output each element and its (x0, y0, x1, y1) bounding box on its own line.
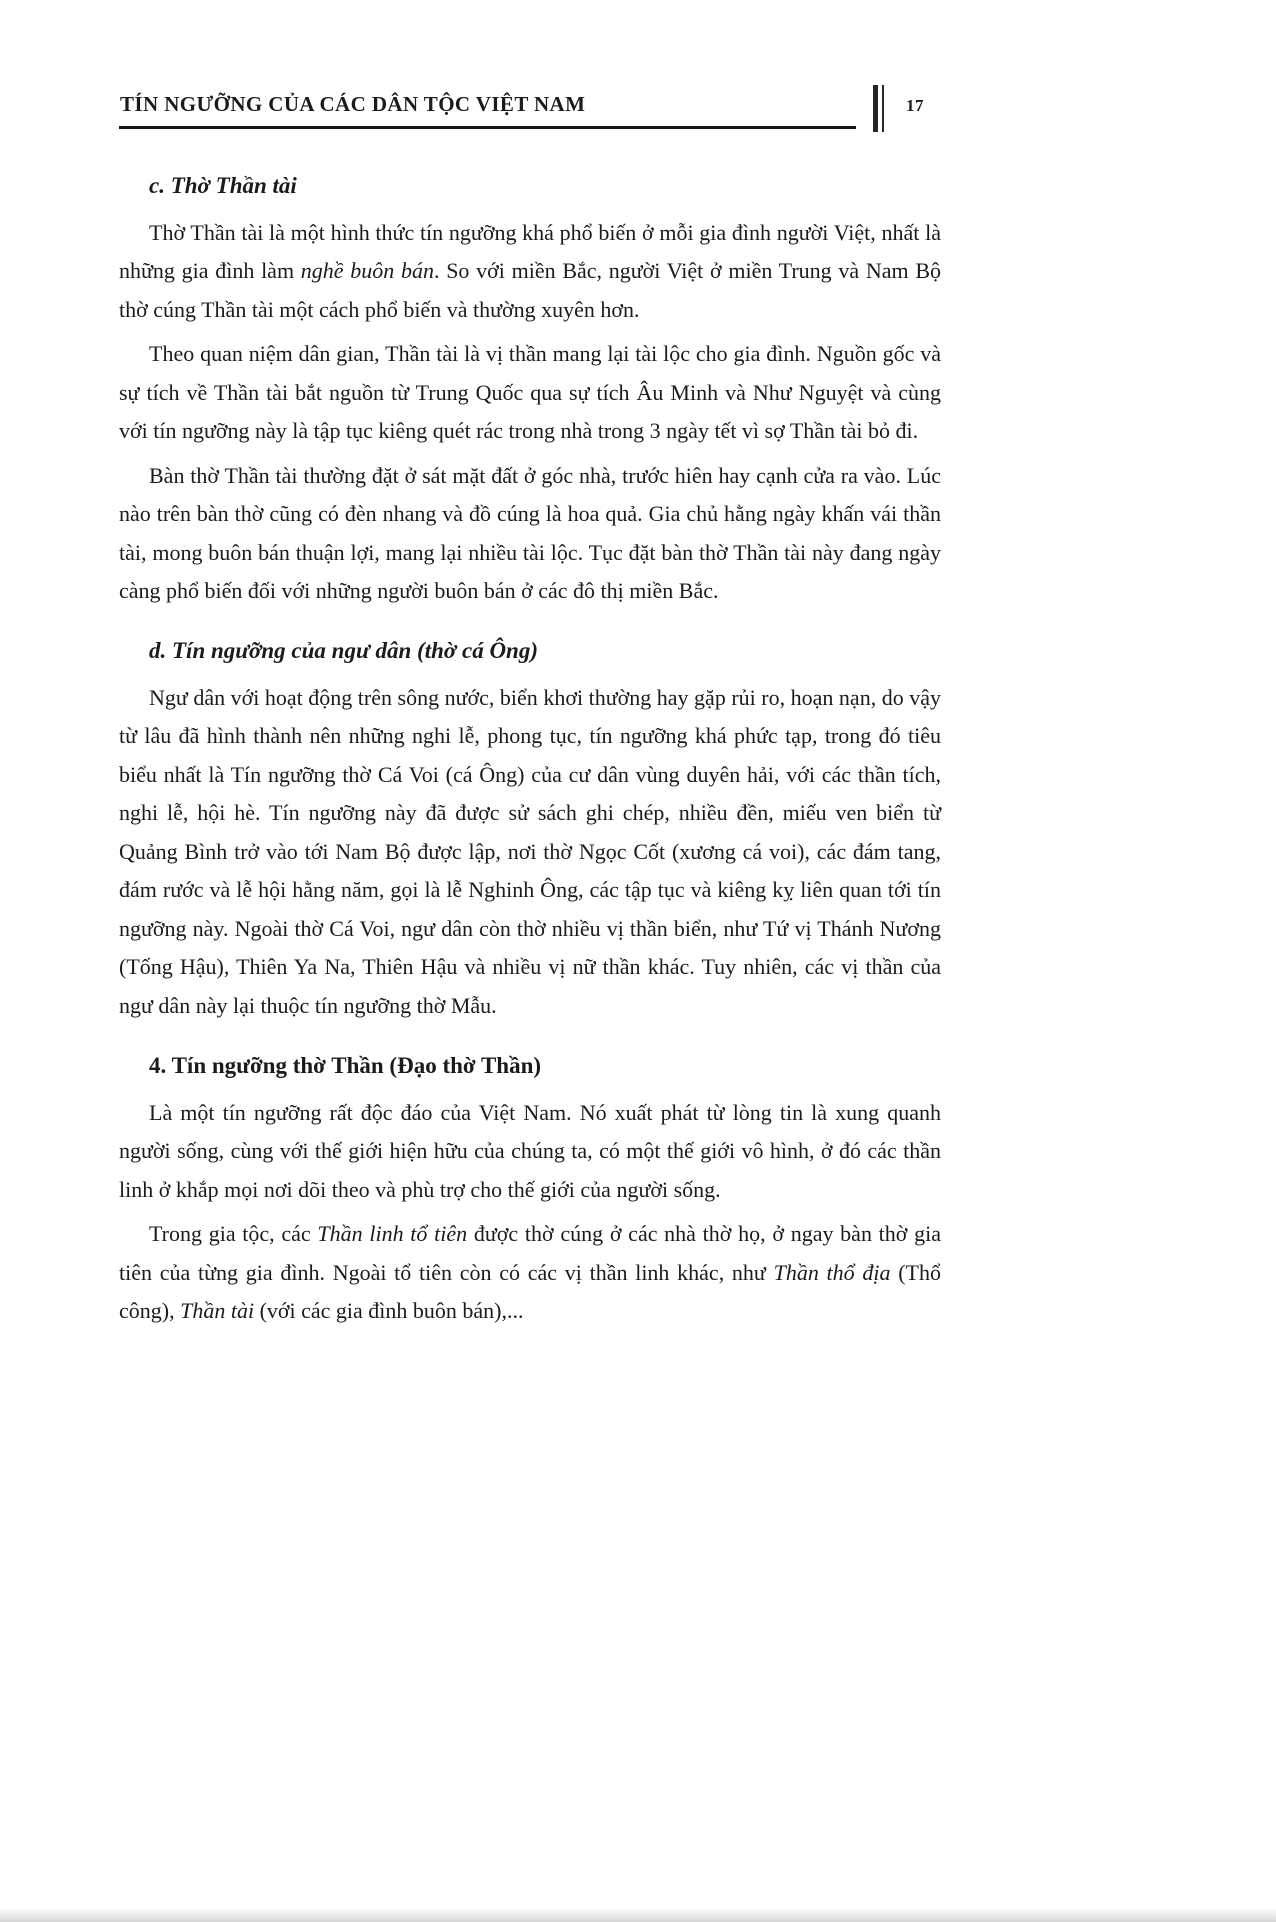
paragraph-c1 (119, 214, 941, 330)
paragraph-4-2 (119, 1215, 941, 1331)
paragraph-4-1: Là một tín ngưỡng rất độc đáo của Việt Nam. Nó xuất phát từ lòng tin là xung quanh người sống, cùng với thế giới hiện hữu của chúng ta, có một thế giới vô hình, ở đó các thần linh ở khắp mọi nơi dõi theo và phù trợ cho thế giới của người sống. (119, 1099, 941, 1202)
text-run: . So với miền Bắc, người Việt ở miền Trung và Nam Bộ thờ cúng Thần tài một cách phổ biến và thường xuyên hơn. (119, 258, 942, 322)
text-run-italic: Thần thổ địa (773, 1259, 891, 1285)
page-header (119, 88, 967, 132)
heading-c-tho-than-tai: c. Thờ Thần tài (149, 173, 297, 198)
paragraph-c2: Theo quan niệm dân gian, Thần tài là vị thần mang lại tài lộc cho gia đình. Nguồn gốc và sự tích về Thần tài bắt nguồn từ Trung Quốc qua sự tích Âu Minh và Như Nguyệt và cùng với tín ngưỡng này là tập tục kiêng quét rác trong nhà trong 3 ngày tết vì sợ Thần tài bỏ đi. (119, 341, 941, 444)
text-run: (Thổ công), (119, 1259, 941, 1324)
text-run-italic: Thần linh tổ tiên (317, 1221, 468, 1247)
text-run-italic: nghề buôn bán (300, 258, 434, 284)
double-bar-divider-icon (873, 85, 884, 132)
text-run: Thờ Thần tài là một hình thức tín ngưỡng khá phổ biến ở mỗi gia đình người Việt, nhất là những gia đình làm (119, 219, 941, 284)
heading-4-tin-nguong-tho-than: 4. Tín ngưỡng thờ Thần (Đạo thờ Thần) (149, 1053, 542, 1078)
text-run: (với các gia đình buôn bán),... (254, 1298, 524, 1324)
paragraph-d1: Ngư dân với hoạt động trên sông nước, biển khơi thường hay gặp rủi ro, hoạn nạn, do vậy từ lâu đã hình thành nên những nghi lễ, phong tục, tín ngưỡng khá phức tạp, trong đó tiêu biểu nhất là Tín ngưỡng thờ Cá Voi (cá Ông) của cư dân vùng duyên hải, với các thần tích, nghi lễ, hội hè. Tín ngưỡng này đã được sử sách ghi chép, nhiều đền, miếu ven biển từ Quảng Bình trở vào tới Nam Bộ được lập, nơi thờ Ngọc Cốt (xương cá voi), các đám tang, đám rước và lễ hội hằng năm, gọi là lễ Nghinh Ông, các tập tục và kiêng kỵ liên quan tới tín ngưỡng này. Ngoài thờ Cá Voi, ngư dân còn thờ nhiều vị thần biển, như Tứ vị Thánh Nương (Tống Hậu), Thiên Ya Na, Thiên Hậu và nhiều vị nữ thần khác. Tuy nhiên, các vị thần của ngư dân này lại thuộc tín ngưỡng thờ Mẫu. (119, 684, 941, 1018)
text-run: Trong gia tộc, các (149, 1221, 318, 1247)
paragraph-c3: Bàn thờ Thần tài thường đặt ở sát mặt đất ở góc nhà, trước hiên hay cạnh cửa ra vào. Lúc nào trên bàn thờ cũng có đèn nhang và đồ cúng là hoa quả. Gia chủ hằng ngày khấn vái thần tài, mong buôn bán thuận lợi, mang lại nhiều tài lộc. Tục đặt bàn thờ Thần tài này đang ngày càng phổ biến đối với những người buôn bán ở các đô thị miền Bắc. (119, 462, 941, 604)
running-title: TÍN NGƯỠNG CỦA CÁC DÂN TỘC VIỆT NAM (120, 92, 586, 116)
header-right (873, 88, 924, 132)
heading-d-tin-nguong-ngu-dan: d. Tín ngưỡng của ngư dân (thờ cá Ông) (149, 637, 539, 663)
header-rule (119, 88, 856, 129)
text-run-italic: Thần tài (180, 1298, 255, 1324)
page-number: 17 (906, 96, 924, 115)
text-run: được thờ cúng ở các nhà thờ họ, ở ngay bàn thờ gia tiên của từng gia đình. Ngoài tổ tiên còn có các vị thần linh khác, như (119, 1221, 941, 1285)
scan-bottom-shadow (0, 1908, 1276, 1922)
page-content (119, 158, 941, 1331)
